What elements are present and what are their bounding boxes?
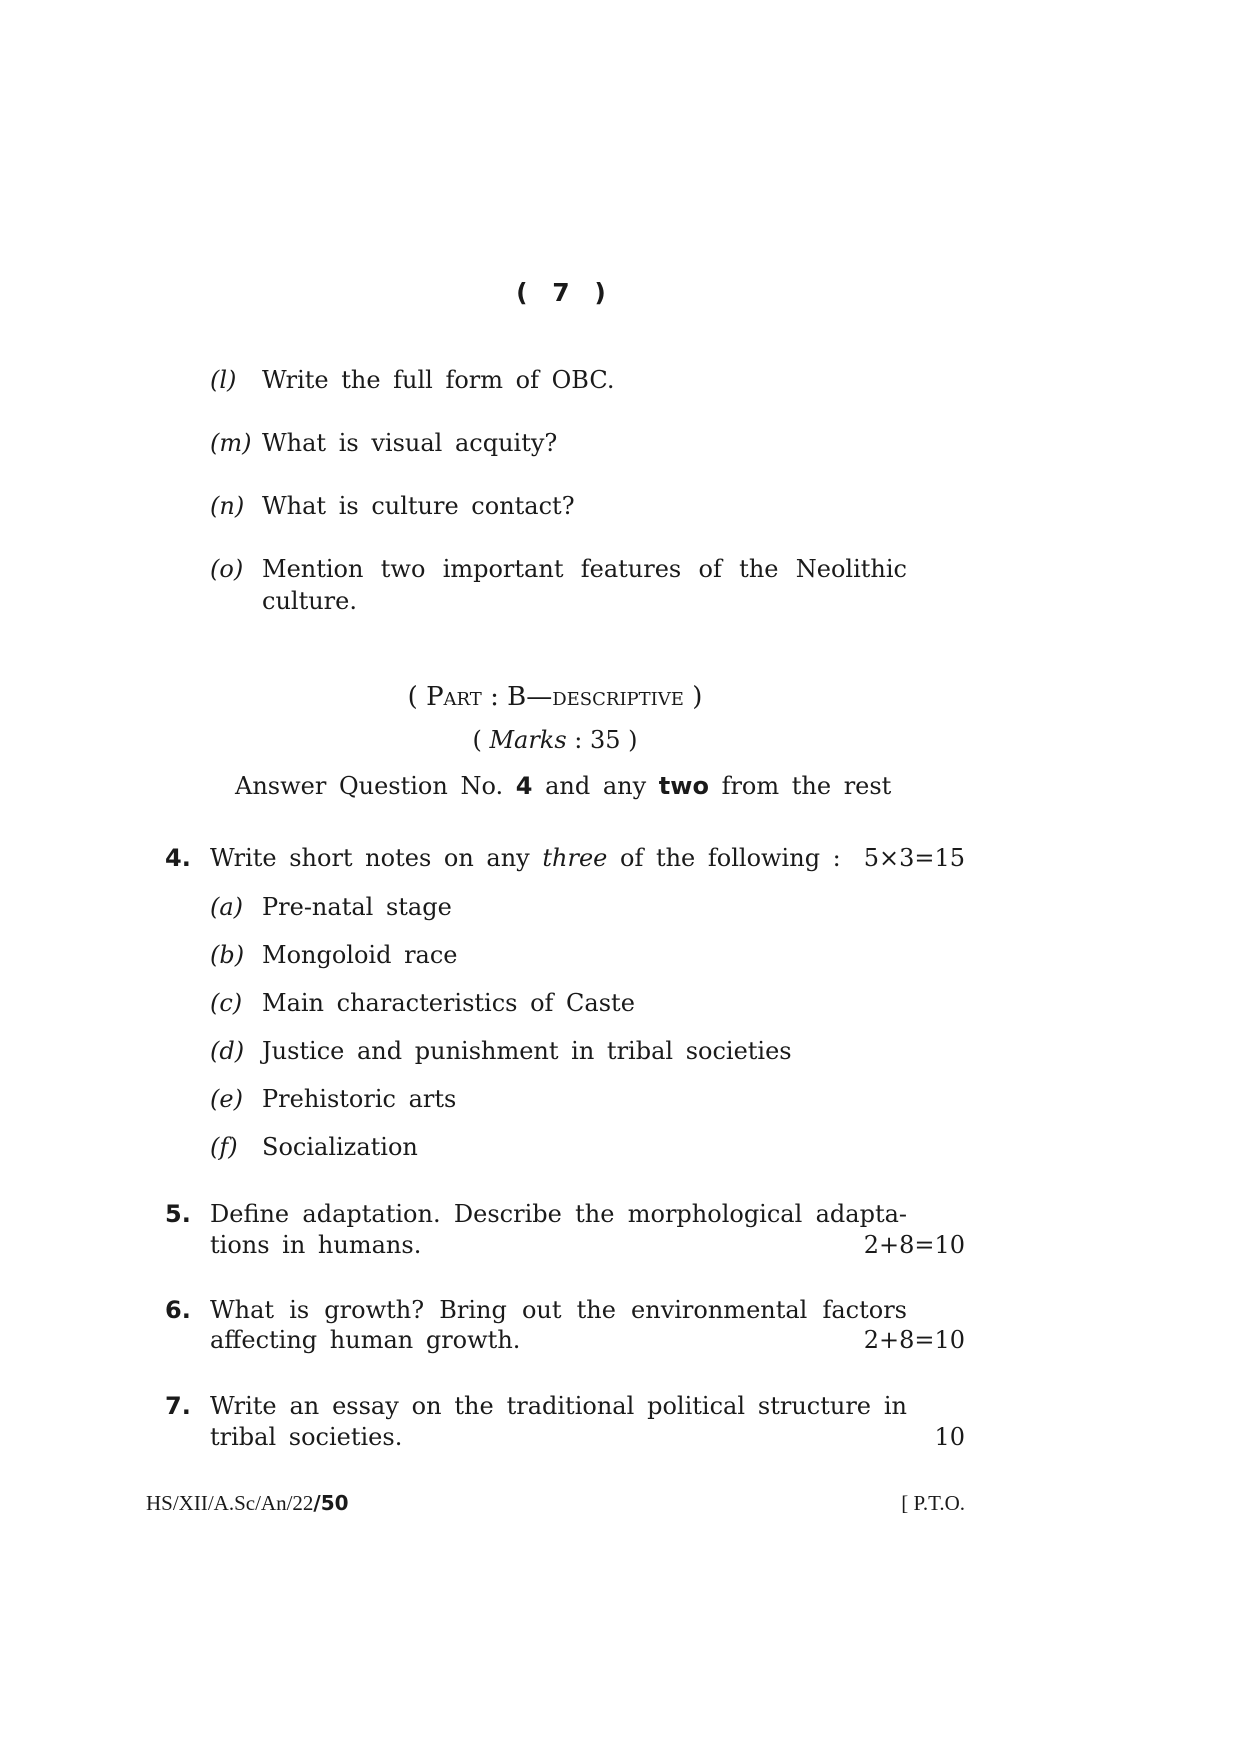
option-label: (a) xyxy=(210,893,244,921)
question-text: Write short notes on any three of the following : xyxy=(210,844,841,872)
question-marks: 2+8=10 xyxy=(863,1231,965,1259)
question-text: What is growth? Bring out the environmental factors xyxy=(210,1296,907,1324)
option-label: (b) xyxy=(210,941,245,969)
question-marks: 2+8=10 xyxy=(863,1326,965,1354)
option-text: Pre-natal stage xyxy=(262,893,452,921)
question-number: 7. xyxy=(165,1392,191,1420)
part-b-heading: ( Part : B—descriptive ) xyxy=(407,682,703,712)
option-label: (c) xyxy=(210,989,243,1017)
pto-note: [ P.T.O. xyxy=(901,1491,965,1515)
question-text-continued: affecting human growth. xyxy=(210,1326,521,1354)
item-text: What is culture contact? xyxy=(262,492,575,520)
page-number: ( 7 ) xyxy=(516,278,614,307)
option-text: Main characteristics of Caste xyxy=(262,989,635,1017)
paper-code: HS/XII/A.Sc/An/22/50 xyxy=(146,1491,349,1515)
option-text: Justice and punishment in tribal societies xyxy=(262,1037,792,1065)
question-text: Write an essay on the traditional political structure in xyxy=(210,1392,907,1420)
question-number: 5. xyxy=(165,1200,191,1228)
item-label: (n) xyxy=(210,492,245,520)
question-text-continued: tribal societies. xyxy=(210,1423,403,1451)
option-label: (f) xyxy=(210,1133,238,1161)
option-label: (d) xyxy=(210,1037,245,1065)
item-text: Write the full form of OBC. xyxy=(262,366,615,394)
part-b-instruction: Answer Question No. 4 and any two from the rest xyxy=(235,772,892,800)
item-label: (o) xyxy=(210,555,244,583)
option-text: Mongoloid race xyxy=(262,941,458,969)
question-number: 6. xyxy=(165,1296,191,1324)
question-marks: 5×3=15 xyxy=(863,844,965,872)
option-text: Socialization xyxy=(262,1133,418,1161)
item-text: Mention two important features of the Neolithic xyxy=(262,555,907,583)
item-label: (l) xyxy=(210,366,237,394)
part-b-marks: ( Marks : 35 ) xyxy=(472,726,638,754)
question-text-continued: tions in humans. xyxy=(210,1231,422,1259)
item-text: What is visual acquity? xyxy=(262,429,558,457)
option-text: Prehistoric arts xyxy=(262,1085,457,1113)
item-label: (m) xyxy=(210,429,252,457)
question-number: 4. xyxy=(165,844,191,872)
option-label: (e) xyxy=(210,1085,243,1113)
question-text: Define adaptation. Describe the morphological adapta- xyxy=(210,1200,907,1228)
question-marks: 10 xyxy=(934,1423,965,1451)
item-text-continued: culture. xyxy=(262,587,357,615)
